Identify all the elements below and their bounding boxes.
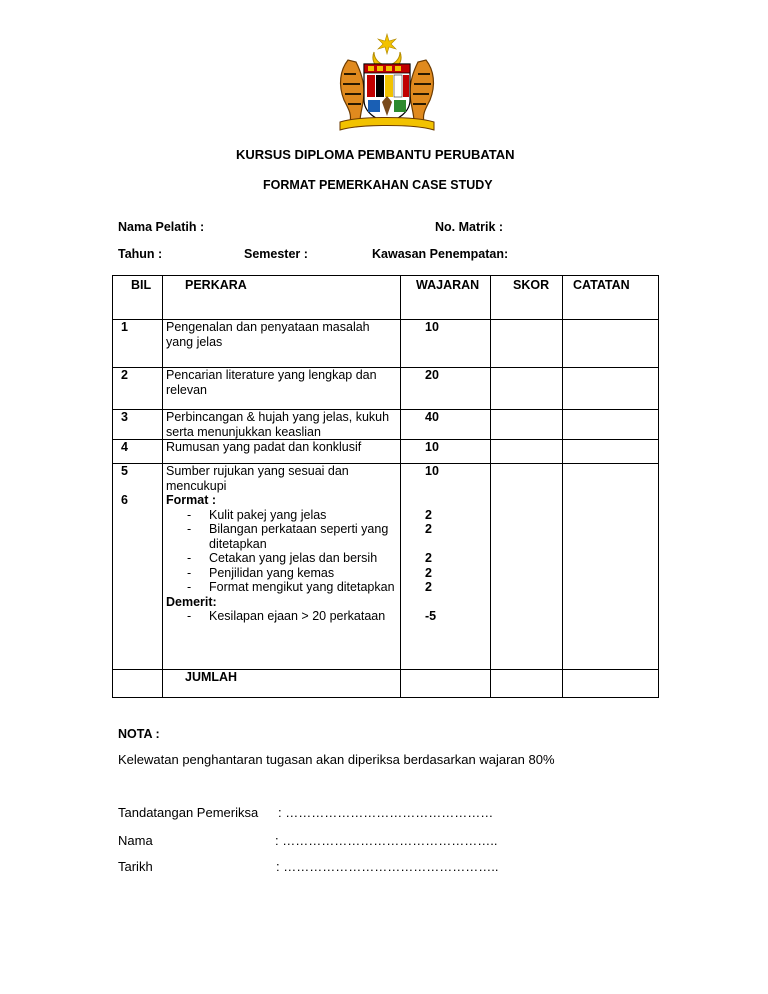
row-wajaran: 10 xyxy=(401,440,491,464)
table-row xyxy=(113,464,659,494)
table-row xyxy=(113,368,659,410)
total-skor-cell[interactable] xyxy=(491,669,563,697)
table-header-row xyxy=(113,276,659,320)
row-perkara: Sumber rujukan yang sesuai dan mencukupi xyxy=(163,464,401,494)
format-item: - Cetakan yang jelas dan bersih xyxy=(166,551,400,566)
semester-label: Semester : xyxy=(244,247,308,261)
nama-pelatih-label: Nama Pelatih : xyxy=(118,220,205,234)
document-subtitle: FORMAT PEMERKAHAN CASE STUDY xyxy=(263,178,493,192)
row-bil: 2 xyxy=(113,368,163,410)
row-skor-cell[interactable] xyxy=(491,440,563,464)
row-wajaran: 20 xyxy=(401,368,491,410)
pemeriksa-label: Tandatangan Pemeriksa xyxy=(118,805,259,820)
row-skor-cell[interactable] xyxy=(491,410,563,440)
header-wajaran: WAJARAN xyxy=(401,276,491,320)
row-catatan-cell[interactable] xyxy=(563,440,659,464)
row-catatan-cell[interactable] xyxy=(563,464,659,494)
tarikh-line[interactable]: : ………………………………………….. xyxy=(276,859,499,874)
format-weight: 2 xyxy=(425,522,432,536)
kawasan-label: Kawasan Penempatan: xyxy=(372,247,509,261)
document-title: KURSUS DIPLOMA PEMBANTU PERUBATAN xyxy=(236,147,515,162)
table-row xyxy=(113,410,659,440)
format-item: - Format mengikut yang ditetapkan xyxy=(166,580,400,595)
row-perkara: Pencarian literature yang lengkap dan relevan xyxy=(163,368,401,410)
table-total-row xyxy=(113,669,659,697)
row-perkara: Perbincangan & hujah yang jelas, kukuh serta menunjukkan keaslian xyxy=(163,410,401,440)
tahun-label: Tahun : xyxy=(118,247,163,261)
format-item: - Penjilidan yang kemas xyxy=(166,566,400,581)
nota-text: Kelewatan penghantaran tugasan akan diperiksa berdasarkan wajaran 80% xyxy=(118,752,555,767)
row-bil: 3 xyxy=(113,410,163,440)
table-row xyxy=(113,320,659,368)
header-perkara: PERKARA xyxy=(163,276,401,320)
total-catatan-cell[interactable] xyxy=(563,669,659,697)
row-wajaran: 10 xyxy=(401,464,491,494)
total-label: JUMLAH xyxy=(163,669,401,697)
demerit-item: - Kesilapan ejaan > 20 perkataan xyxy=(166,609,400,624)
row-bil: 6 xyxy=(113,493,163,669)
demerit-weight: -5 xyxy=(425,609,437,623)
row-skor-cell[interactable] xyxy=(491,320,563,368)
row-catatan-cell[interactable] xyxy=(563,410,659,440)
format-weight: 2 xyxy=(425,507,432,522)
tarikh-label: Tarikh xyxy=(118,859,153,874)
row-perkara: Rumusan yang padat dan konklusif xyxy=(163,440,401,464)
header-bil: BIL xyxy=(113,276,163,320)
format-wajaran xyxy=(401,493,491,669)
row-catatan-cell[interactable] xyxy=(563,368,659,410)
coat-of-arms-logo xyxy=(330,30,444,134)
format-weight: 2 xyxy=(425,565,432,580)
row-bil: 5 xyxy=(113,464,163,494)
nota-label: NOTA : xyxy=(118,727,160,741)
format-perkara xyxy=(163,493,401,669)
row-skor-cell[interactable] xyxy=(491,368,563,410)
row-wajaran: 40 xyxy=(401,410,491,440)
header-catatan: CATATAN xyxy=(563,276,659,320)
table-row-format xyxy=(113,493,659,669)
row-perkara: Pengenalan dan penyataan masalah yang jelas xyxy=(163,320,401,368)
table-row xyxy=(113,440,659,464)
demerit-label: Demerit: xyxy=(166,594,217,609)
nama-label: Nama xyxy=(118,833,153,848)
format-item: - Kulit pakej yang jelas xyxy=(166,508,400,523)
row-catatan-cell[interactable] xyxy=(563,493,659,669)
format-item: - Bilangan perkataan seperti yang ditetapkan xyxy=(166,522,400,551)
row-bil: 4 xyxy=(113,440,163,464)
format-label: Format : xyxy=(166,493,216,507)
row-skor-cell[interactable] xyxy=(491,493,563,669)
row-bil: 1 xyxy=(113,320,163,368)
header-skor: SKOR xyxy=(491,276,563,320)
pemeriksa-line[interactable]: : ………………………………………… xyxy=(278,805,494,820)
format-weight: 2 xyxy=(425,580,432,594)
row-skor-cell[interactable] xyxy=(491,464,563,494)
assessment-table xyxy=(112,275,659,698)
no-matrik-label: No. Matrik : xyxy=(435,220,504,234)
row-catatan-cell[interactable] xyxy=(563,320,659,368)
total-wajaran-cell[interactable] xyxy=(401,669,491,697)
row-wajaran: 10 xyxy=(401,320,491,368)
nama-line[interactable]: : ………………………………………….. xyxy=(275,833,498,848)
total-bil-cell xyxy=(113,669,163,697)
format-weight: 2 xyxy=(425,551,432,565)
